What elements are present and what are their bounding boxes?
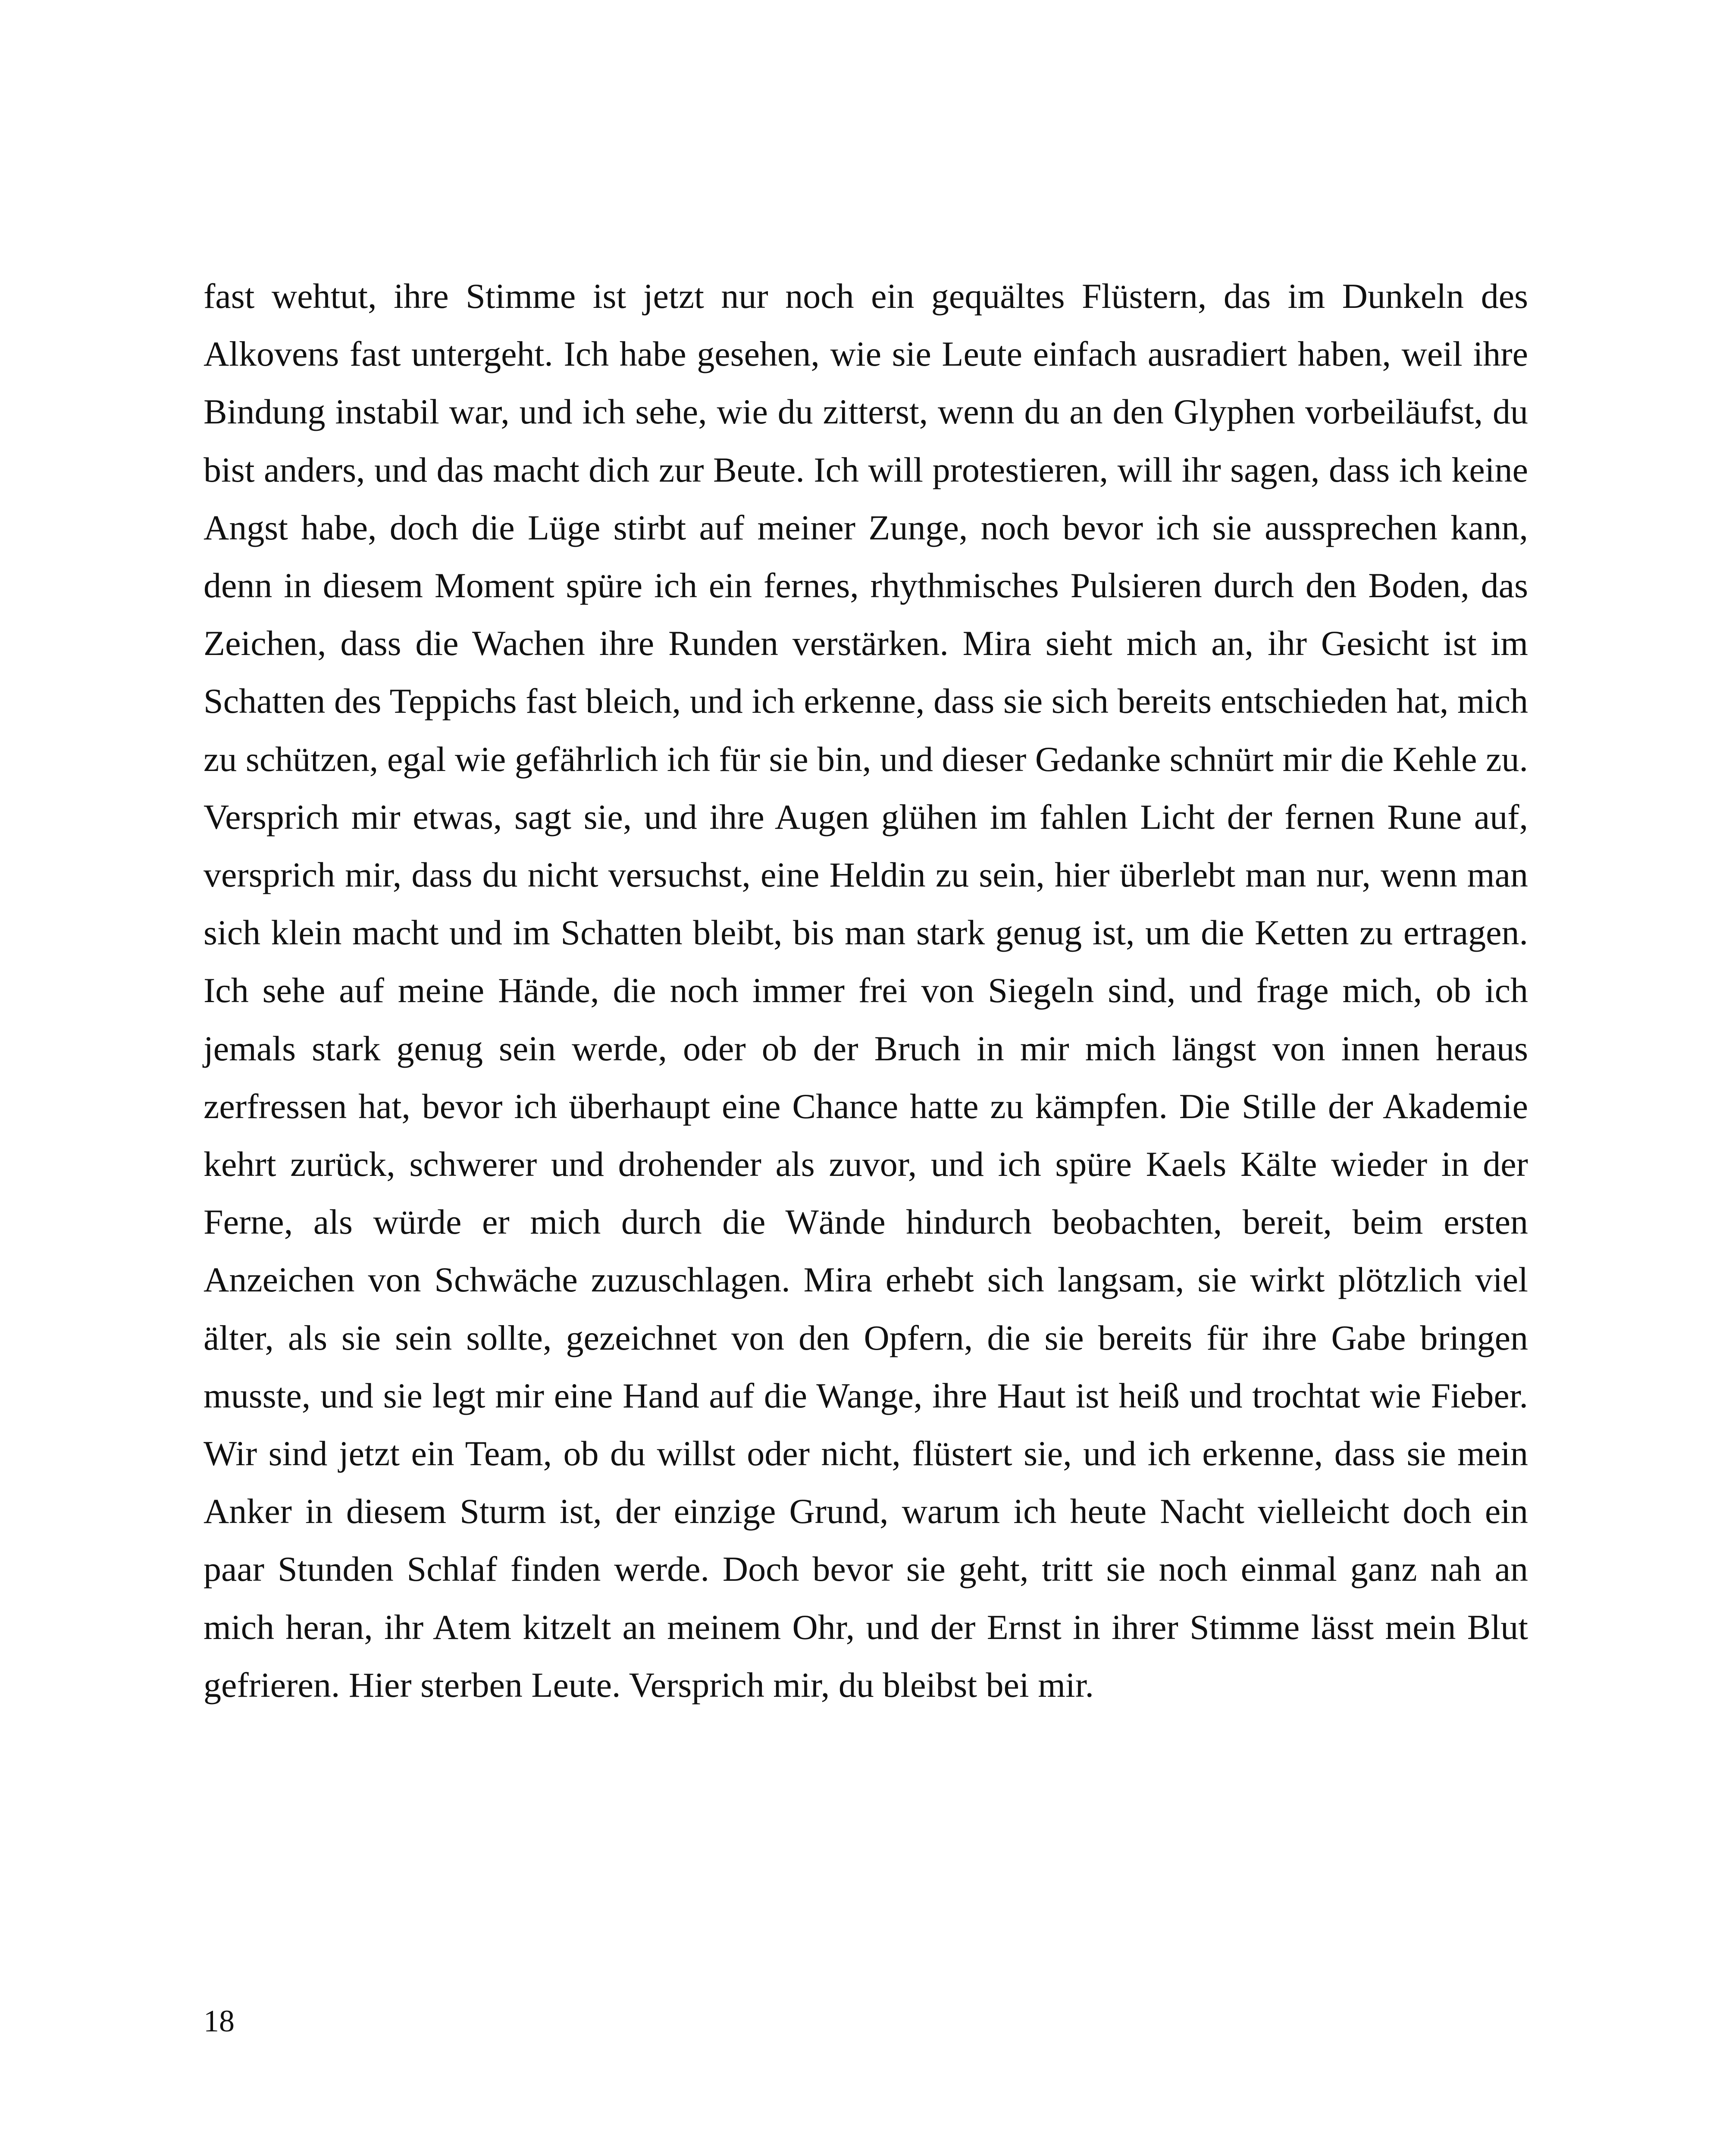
page-number: 18: [204, 2004, 235, 2038]
body-paragraph: fast wehtut, ihre Stimme ist jetzt nur noch ein gequältes Flüstern, das im Dunkeln des Alkovens fast untergeht. Ich habe gesehen, wie sie Leute einfach ausradiert haben, weil ihre Bindung instabil war, und ich sehe, wie du zitterst, wenn du an den Glyphen vorbeiläufst, du bist anders, und das macht dich zur Beute. Ich will protestieren, will ihr sagen, dass ich keine Angst habe, doch die Lüge stirbt auf meiner Zunge, noch bevor ich sie aussprechen kann, denn in diesem Moment spüre ich ein fernes, rhythmisches Pulsieren durch den Boden, das Zeichen, dass die Wachen ihre Runden verstärken. Mira sieht mich an, ihr Gesicht ist im Schatten des Teppichs fast bleich, und ich erkenne, dass sie sich bereits entschieden hat, mich zu schützen, egal wie gefährlich ich für sie bin, und dieser Gedanke schnürt mir die Kehle zu. Versprich mir etwas, sagt sie, und ihre Augen glühen im fahlen Licht der fernen Rune auf, versprich mir, dass du nicht versuchst, eine Heldin zu sein, hier überlebt man nur, wenn man sich klein macht und im Schatten bleibt, bis man stark genug ist, um die Ketten zu ertragen. Ich sehe auf meine Hände, die noch immer frei von Siegeln sind, und frage mich, ob ich jemals stark genug sein werde, oder ob der Bruch in mir mich längst von innen heraus zerfressen hat, bevor ich überhaupt eine Chance hatte zu kämpfen. Die Stille der Akademie kehrt zurück, schwerer und drohender als zuvor, und ich spüre Kaels Kälte wieder in der Ferne, als würde er mich durch die Wände hindurch beobachten, bereit, beim ersten Anzeichen von Schwäche zuzuschlagen. Mira erhebt sich langsam, sie wirkt plötzlich viel älter, als sie sein sollte, gezeichnet von den Opfern, die sie bereits für ihre Gabe bringen musste, und sie legt mir eine Hand auf die Wange, ihre Haut ist heiß und trochtat wie Fieber. Wir sind jetzt ein Team, ob du willst oder nicht, flüstert sie, und ich erkenne, dass sie mein Anker in diesem Sturm ist, der einzige Grund, warum ich heute Nacht vielleicht doch ein paar Stunden Schlaf finden werde. Doch bevor sie geht, tritt sie noch einmal ganz nah an mich heran, ihr Atem kitzelt an meinem Ohr, und der Ernst in ihrer Stimme lässt mein Blut gefrieren. Hier sterben Leute. Versprich mir, du bleibst bei mir.: [204, 276, 1528, 1705]
